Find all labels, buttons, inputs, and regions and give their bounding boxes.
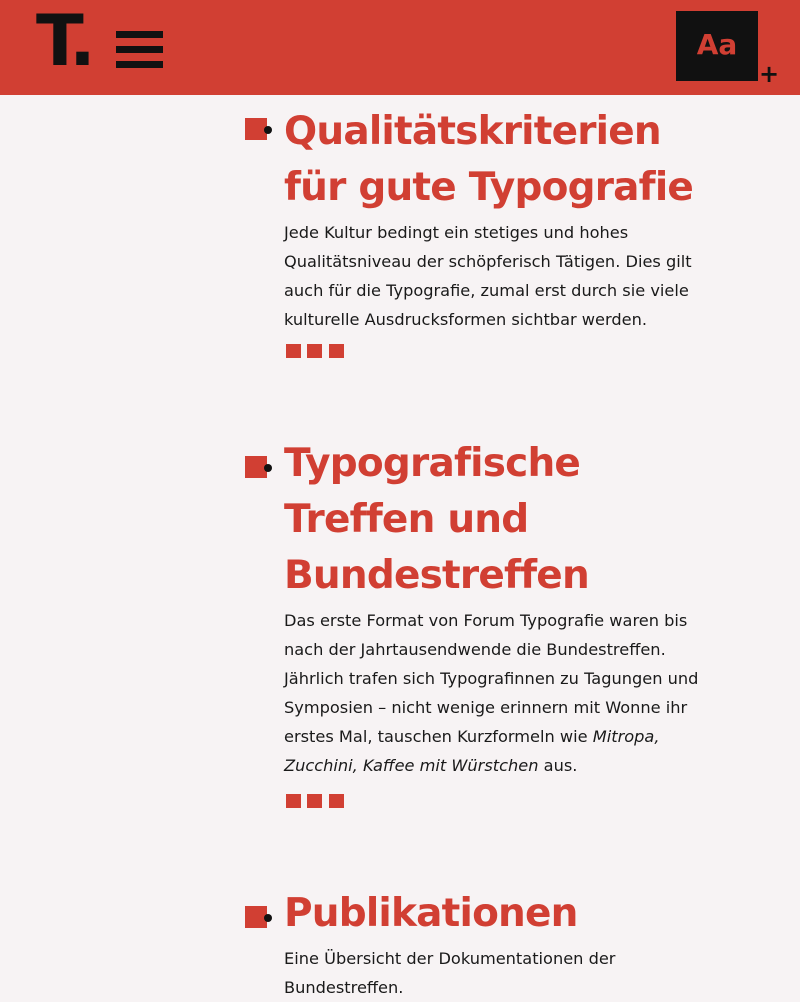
hamburger-menu-icon[interactable] [116, 31, 163, 69]
bullet-square-icon [245, 456, 267, 478]
text-line: auch für die Typografie, zumal erst durch sie viele [284, 281, 689, 300]
section-text [284, 606, 784, 780]
more-link-icon[interactable] [284, 344, 346, 358]
title-line: Qualitätskriterien [284, 109, 661, 154]
text-line: Das erste Format von Forum Typografie waren bis [284, 611, 688, 630]
section-title[interactable] [284, 104, 784, 216]
title-line: für gute Typografie [284, 165, 694, 210]
section-title[interactable] [284, 436, 784, 604]
section-text [284, 218, 784, 334]
text-line [284, 751, 784, 780]
section-title[interactable] [284, 886, 784, 942]
menu-bar [116, 46, 163, 53]
text-line: nach der Jahrtausendwende die Bundestreffen. [284, 640, 666, 659]
text-line: Jährlich trafen sich Typografinnen zu Tagungen und [284, 669, 699, 688]
text-line: Bundestreffen. [284, 978, 404, 997]
italic-text: Mitropa, [592, 727, 660, 746]
title-line: Typografische [284, 441, 581, 486]
text-line: kulturelle Ausdrucksformen sichtbar werden. [284, 310, 648, 329]
menu-bar [116, 31, 163, 38]
text-segment: aus. [538, 756, 578, 775]
title-line: Bundestreffen [284, 553, 589, 598]
section-text [284, 944, 784, 1002]
title-line: Publikationen [284, 891, 578, 936]
more-square [286, 344, 301, 358]
section-quality-criteria [284, 104, 784, 334]
section-meetings [284, 436, 784, 780]
italic-text: Zucchini, Kaffee mit Würstchen [284, 756, 539, 775]
more-square [307, 794, 322, 808]
title-line: Treffen und [284, 497, 529, 542]
bullet-square-icon [245, 118, 267, 140]
section-publications [284, 886, 784, 1002]
menu-bar [116, 61, 163, 68]
text-segment: erstes Mal, tauschen Kurzformeln wie [284, 727, 593, 746]
site-logo[interactable]: T. [36, 0, 92, 82]
font-size-button[interactable] [676, 11, 758, 81]
more-square [286, 794, 301, 808]
more-link-icon[interactable] [284, 794, 346, 808]
text-line: Eine Übersicht der Dokumentationen der [284, 949, 616, 968]
text-line [284, 722, 784, 751]
more-square [329, 344, 344, 358]
text-line: Jede Kultur bedingt ein stetiges und hohes [284, 223, 629, 242]
bullet-square-icon [245, 906, 267, 928]
more-square [329, 794, 344, 808]
more-square [307, 344, 322, 358]
site-header [0, 0, 800, 95]
plus-icon[interactable]: + [759, 60, 780, 88]
font-size-label: Aa [696, 28, 738, 61]
text-line: Symposien – nicht wenige erinnern mit Wonne ihr [284, 698, 688, 717]
text-line: Qualitätsniveau der schöpferisch Tätigen. Dies gilt [284, 252, 692, 271]
